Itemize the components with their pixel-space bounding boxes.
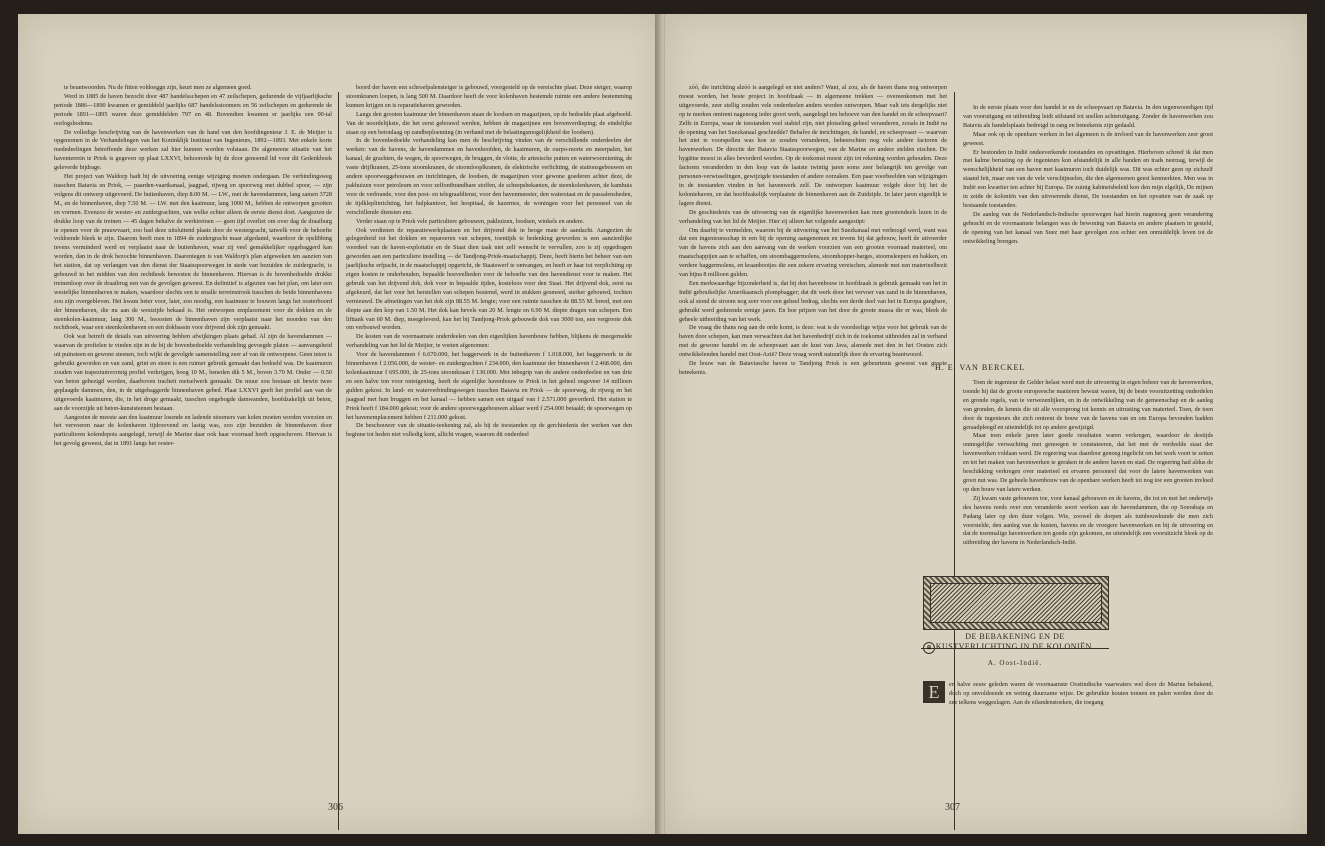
paragraph: De beschouwer van de situatie-teekening zal, als hij de toestanden op de gerchiedenis der werken van den beginne tot heden niet volledig kent, allicht vragen, waarom dit onderdeel — [346, 422, 632, 439]
section-title: DE BEBAKENING EN DE KUSTVERLICHTING IN DE KOLONIËN. — [935, 632, 1095, 651]
paragraph: Werd in 1885 de haven bezocht door 487 handelsschepen en 47 zeilschepen, gedurende de vijfjaarlijksche periode 1886—1890 kwamen er gemiddeld jaarlijks 687 handelsstoomers en 56 zeilschepen en gedurende de periode 1891—1895 waren deze gemiddelden 797 en 48. Bovendien kwamen er jaarlijks een 90-tal oorlogsbodems. — [54, 92, 332, 127]
ornament-icon: ⊕ — [923, 642, 935, 654]
page-number: 306 — [328, 802, 343, 813]
left-page-column-1 — [54, 84, 332, 449]
paragraph: De vraag die thans nog aan de orde komt, is deze: wat is de voordeelige wijze voor het gebruik van de haven door schepen, kan men verwachten dat het havenbedrijf zich in de toekomst uitbreiden zal in verband met de gewone handel en de scheepvaart aan de kust van Java, alsmede met den in het Oosten zich ontwikkelenden handel met Oost-Azië? Deze vraag wordt natuurlijk door de ervaring beantwoord. — [679, 324, 947, 359]
paragraph: Ook wat betreft de details van uitvoering hebben afwijkingen plaats gehad. Al zijn de havendammen — waarvan de profielen te vinden zijn in de bij de bovenbedoelde verhandeling gevoegde platen — aanvangsheid uit puinsteen en gewone steenen, toch wijkt de gevolgde samenstelling zeer af van de ontworpene. Geen teton is gebruikt geworden en van zand, grint en steen is een ruimer gebruik gemaakt dan bedoeld was. De kaaimuren zouden van trapeziumvormig profiel verkrijgen, hoog 10 M., beneden dik 5 M., boven 3.70 M. Onder — 0.50 van beton gebezigd worden, daarboven tracheit metselwerk gemaakt. De muur zou bestaan uit bewin twee geplaagde dammen, den, in de uitgebaggerde binnenhaven gebed. Plaat LXXVI geeft het profiel aan van de uitgevoerde kaaimuren, die, in het droge gemaakt, tusschen ongebogde damwanden, hoofdzakelijk uit beton, aan de voorzijde uit beton-kunststeenen bestaan. — [54, 333, 332, 412]
paragraph: De bouw van de Bataviasche haven te Tandjong Priok is een gebeurtenis geweest van groote beteekenis. — [679, 360, 947, 376]
paragraph: Het project van Waldorp hadt bij de uitvoering eenige wijziging moeten ondergaan. De verbindingsweg tusschen Batavia en Priok, — paarden-vaartkanaal, jaagpad, rijweg en spoorweg met dubbel spoor, — zijn volgens dit ontwerp uitgevoerd. De buitenhaven, diep 8.00 M. — LW., met de havendammen, lang samen 3728 M., en de binnenhaven, diep 7.50 M. — LW. met den kaaimuur, lang 1000 M., hebben de ontworpen grootten en vormen. Evenzoo de wester- en zuidergrachten, van welke echter alleen de eerste dienst doet. Aangezien de drukke loop van de treinen — 45 dagen behalve de werktreinen — geen tijd overliet om over dag de draaiburg te openen voor de prauwvaart, zoo had deze uitsluitend plaats door de westergracht, tatwelk voor de behoefte voldoende bleek te zijn. Daarom heeft men in 1894 de zuidergracht maar afgedamd, waardoor de opslibbing tevens verminderd werd en verplaatst naar de buitenhaven, waar zij veel gemakkelijker opgebaggerd kan worden, dan in de drok bezochte binnenhaven. Daarentegen is van Waldorp's plan afgeweken ten aanzien van het station, dat op verlangen van den dienst der Staatsspoorwegen in stede van bezuiden de zuidergracht, is gebouwd in het midden van den rechthoek bewesten de binnenhaven. Hiervan is de bovenbedoelde drukke treinenloop over de draaibrug een van de gevolgen geweest. En definitief is afgezien van het plan, om later een westelijke binnenhaven te maken, waardoor slechts een te smalle terreinstrook tusschen de beide binnenhavens zou zijn overgebleven. Het kwam beter voor, later, zoo noodig, een kaaimuur te bouwen langs het oosterboord der binnenhaven, die nu aan de westzijde bekaad is. Het ontworpen emplacement voor de dokken en de steenkolen-kaaimuur, lang 300 M., beoosten de binnenhaven zijn verplaatst naar het noorden van den rechthoek, waar een steenkolenhaven en een dokbassin voor drijvend dok zijn gemaakt. — [54, 173, 332, 332]
section-divider — [921, 648, 1109, 655]
paragraph: De geschiedenis van de uitvoering van de eigenlijke havenwerken kan men grootendeels lezen in de verhandeling van het lid de Meijier. Hier zij alleen het volgende aangestipt: — [679, 208, 947, 225]
paragraph: Maar toen enkele jaren later goede resultaten waren verkregen, waardoor de destijds onmogelijke verwachting met genoegen te constateeren, dat het met de verdeelde staat der havenwerken voldaan werd. De regeering was daardoor genoeg ingelicht om het werk voort te zetten en tot het maken van havenwerken te geraken in de andere haven en stad. De regeering had aldus de beschikking verkregen over materieel en ervaren personeel dat voor de latere havenwerken van groot nut was. De geheele havenbouw van de openbare werken heeft tot nog toe een grooten invloed op den bouw van latere werken. — [963, 432, 1213, 493]
paragraph: Toen de ingenieur de Gelder helast werd met de uitvoering in eigen beheer van de havenwerken, toonde hij dat de groote europeesche manieren bewust waren, bij de beste vooruitzetting onderdelen en gronde regels, van te verwezenlijken, en in de ontwikkeling van de gemeenschap en de aanleg van gronden, de kennis die uit alle voorsprong tot kennis en uitrusting van materieel. Toen, de toen door de ingenieurs die zich omtrent de bouw van de havens van en om Europa bevonden hadden geraadpleegd en uiteindelijk tot op andere gewijzigd. — [963, 379, 1213, 431]
paragraph: In de bovenbedoelde verhandeling kan men de beschrijving vinden van de verschillende onderdeelen der werken: van de havens, de havendammen en havenhoofden, de kaaimuren, de ourpo-morte en meerpalen, het kanaal, de grachten, de wegen, de spoorwegen, de bruggen, de vlotte, de artesische putten en waterwoorziening, de vaste drijfkranen, 25-tons stoomkranen, de stoomlooplkranen, de elektrische verlichting, de stationsgebouwen en andere spoorweggebouwen en inrichtingen, de loodsen, de magazijnen voor gewone goederen achter deze, de pakhuizen voor petroleum en voor zelfontbrandbare stoffen, de scheepsbekanten, de steenkolenhaven, de kamhuis voor de verbrande, voor den post- en telegraafdienst, voor den havenmeester, den waterstaat en de passalensheden, de tijdkleplinrichting, het hulpkantoor, het hospitaal, de kazernes, de woningen voor het personeel van de verschillende diensten enz. — [346, 137, 632, 216]
paragraph: Aangezien de meeste aan den kaaimuur losende en ladende stoomers van kolen moeten worden voorzien en het vervoeren naar de kolenhaven tijdroovend en lastig was, zoo zijn bezuiden de binnenhaven door particulieren kolendepots aangelegd, terwijl de Marine daar ook haar voorraad heeft opgeschoven. Hiervan is het gevolg geweest, dat in 1891 langs het ooster- — [54, 413, 332, 448]
paragraph: te beantwoorden. Nu de fitten voldoeggn zijn, keurt men ze algemeen goed. — [64, 84, 252, 91]
right-page-column-2-lower — [963, 379, 1213, 559]
right-page — [665, 14, 1307, 834]
paragraph: en halve eeuw geleden waren de voornaamste Oostindische vaarwaters wel door de Marine bebakend, doch op onvoldoende en weinig duurzame wijze. De gebruikte houten tonnen en palen werden door de zee telkens weggeslagen. Aan de eilandenstoeken, die toegang — [949, 681, 1213, 706]
paragraph: In de eerste plaats voor den handel te en de scheepvaart op Batavia. In den tegenwoordigen tijd van vooruitgang en uitbreiding leidt stilstand tot snellen achteruitgang. Zonder de havenwerken zou Batavia als handelsplaats bedreigd in rang en beteekenis zijn gedaald. — [963, 104, 1213, 129]
column-divider — [954, 92, 955, 830]
article-author: H. E. VAN BERCKEL — [935, 363, 1026, 372]
paragraph: Ook verdienen de reparatiewerkplaatsen en het drijvend dok in beoge mate de aandacht. Aangezien de gelegenheid tot het dokken en repareeren van schepen, toentijds te bedenking geworden is een aanzienlijke voordeel van de haven-exploitatie en de Staat dien taak niet zelf wenscht te vervullen, zoo is zij opgedragen geworden aan een particuliere instelling — de Tandjong-Priok-maatschappij. Deze, heeft hierin het beheer van een jaarlijksche erfpacht, in de maatschappij opgericht, de Staatswerf te ontvangen, en heeft er haar tot verplichting op eigen kosten te onderhouden, bepaalde hoeveelheden voor de behoefte van den havendienst voor te maken. Het gebruik van het drijvend dok, dok voor in bepaalde tijden, kosteloos voor den Staat. Het drijvend dok, eerst na afgekeurd, dat het voor het herstellen van schepen bestemd, werd in stukken gesmeed, sterker gebouwd, tochten vernieuwd. De afmetingen van het dok zijn 88.55 M. lengte; voor een ruimte tusschen de 88.55 M. breed, met een diepte aan den kop van 1.50 M. Het dok kan hevels van 20 M. lengte en 6.90 M. diepte dragen van schepen. Een lifttank van 60 M. diep, meegeleverd, kan het bij Tandjong-Priok gebouwde dok van 3000 ton, een vergroote dok om verbouwd worden. — [346, 226, 632, 332]
paragraph: Verder staan op te Priok vele particuliere gebouwen, pakhuizen, loodsen, winkels en andere. — [356, 217, 585, 225]
right-page-column-1 — [679, 84, 947, 378]
paragraph: De volledige beschrijving van de havenwerken van de hand van den hoofdingenieur J. E. de Meijier is opgenomen in de Verhandelingen van het Koninklijk Instituut van Ingenieurs, 1892—1893. Met enkele korte mededeelingen betreffende deze werken zal hier kunnen worden volstaan. De algemeene situatie van het haventerrein te Priok is gegeven op plaat LXXVI, behoorende bij de door genoemd lid voor dit Gedenkboek geleverde bijdrage. — [54, 128, 332, 172]
column-divider — [338, 92, 339, 830]
paragraph: Maar ook op de openbare werken in het algemeen is de invloed van de havenwerken zeer groot geweest. — [963, 130, 1213, 147]
paragraph: Zij kwam vaste gebouwen toe, voor kanaal gebouwen en de havens, die tot en met het onderwijs des havens reeds over een veranderde soort werken aan de havendammen, die op Soerabaja en Padang later op den duur volgen. Wie, zoowel de dorpen als tuinbouwkunde die men zich voorstelde, den aanleg van de kusten, havens en de vroegere havenwerken en bij de uitvoering en dat de toenmalige havenwerken ten goede zijn gekomen, en uiteindelijk een vooruitzicht bleek op de uitbreiding der havens in Nederlandsch-Indië. — [963, 494, 1213, 547]
paragraph: Een merkwaardige bijzonderheid is, dat bij den havenbouw in hoofdzaak is gebruik gemaakt van het in Indië gebruikelijke Amerikaansch plompbagger; dat dit werk door het vervoer van zand in de binnenhaven, ook al stond de stroom nog zeer voor een geheel bedrag, slechts een derde deel van het in Europa gangbare, gebruikt werd gedurende eenige jaren. En hoe prijzen van het door de groote massa die er was, bleek de geheele uitbreiding van het werk. — [679, 279, 947, 323]
decorative-header-banner — [923, 576, 1109, 630]
paragraph: De kosten van de voornaamste onderdeelen van den eigenlijken havenbouw hebben, blijkens de meegemelde verhandeling van het lid de Meijier, te voeten afgenomen: — [346, 333, 632, 350]
paragraph: zóó, die inrichting alzóó is aangelegd en niet anders? Want, al zou, als de haven thans nog ontworpen moest worden, het beste project in hoofdzaak — in algemeene trekken — overeenkomen met het uitgevoerde, zeer stellig zouden vele onderdeelen anders worden ontworpen. Maar valt iets dergelijks niet op te merken omtrent nagenoeg ieder groot werk, aangelegd ten behoeve van den handel en de scheepvaart? Zelfs in Europa, waar de toestanden veel stabiel zijn, niet plotseling geheel veranderen, zooals in Indië na de opening van het Suezkanaal geschiedde? Behalve de inrichtingen, de handel, en scheepvaart — waarvan het niet te voorspellen was hoe ze zouden veranderen, beheerschten nog vele andere factoren de havenwerken. De directie der Batavia Staatsspoorwegen, van de Marine en andere stelden eischen. De hygiëne moest in alles bevorderd worden. Op de toekomst moest zijn tot rekening worden gehouden. Deze factoren veranderden in den loop van de laatste twintig jaren soms zeer belangrijk ten gevolge van personen-verwisselingen, gewijzigde toestanden of andere oorzaken. Een paar voorbeelden van wijzigingen in de toestanden vinden in het havenwerk zelf. De ontworpen kaaimuur volgde door bij het de koloniehaven, en dat hoofdzakelijk verplaatste de binnenhaven aan de Zuidzijde. In later jaren eigenlijk te lagere dienst. — [679, 84, 947, 207]
paragraph: De aanleg van de Nederlandsch-Indische spoorwegen had hierin nagenoeg geen verandering gebracht en de voornaamste belangen was de bewoning van Batavia en andere plaatsen in gesteld, de opening van het kanaal van Suez met haar gevolgen zou echter een onmiddelijk leven tot de ontwikkeling brengen. — [963, 210, 1213, 245]
paragraph: boord der haven een schroefpalensteiger is gebouwd, voorgesteld op de vereischte plaat. Deze steiger, waarop stoomkranen loopen, is lang 500 M. Daardoor heeft de voor kolenhaven bestemde ruimte een andere bestemming kunnen krijgen en is reparatiehaven geworden. — [346, 84, 632, 109]
section-body — [949, 681, 1213, 708]
left-page-column-2 — [346, 84, 632, 440]
paragraph: Voor de havendammen f 6.670.000, het baggerwerk in de buitenhaven f 1.018.000, het baggerwerk in de binnenhaven f 2.056.000, de wester- en zuidergrachten f 234.000, den kaaimuur der binnenhaven f 2.468.000, den kolenkaaimuur f 695.000, de 25-tons stoomkraan f 130.000. Met inbegrip van de andere onderdeelen en van drie en een halve ton voor onteigening, heeft de eigenlijke havenbouw te Priok in het geheel ongeveer 14 millioen gulden gekost. In land- en waterverbindingswegen tusschen Batavia en Priok — de spoorweg, de rijweg en het jaagpad met hun bruggen en het kanaal — hebben samen een uitgaaf van f 2.571.000 gevorderd. Het station te Priok heeft f 184.000 gekost; voor de andere spoorweggebouwen aldaar werd f 254.000 betaald; de spoorwegen op het havenemplacement hebben f 211.000 gekost. — [346, 351, 632, 421]
right-page-column-2 — [963, 104, 1213, 247]
dropcap-letter: E — [923, 681, 945, 703]
paragraph: Langs den grooten kaaimuur der binnenhaven staan de loodsen en magazijnen, op de bedoelde plaat afgebeeld. Van de noordelijkste, die het eerst gebouwd werden, hebben de magazijnen een bovenverdieping; de eindelijke staan op een betonlaag op zandbeploenning (in verband met de belastingsmogelijkheid der loodsen). — [346, 110, 632, 136]
left-page — [18, 14, 662, 834]
section-subtitle: A. Oost-Indië. — [987, 659, 1043, 667]
page-number: 307 — [945, 802, 960, 813]
paragraph: Er bestonden in Indië ondeeverkende toestanden en opvattingen. Hierboven schreef ik dat men met kalme berusting op de ingenieurs kon afstandelijk in alle handen en trads neerzag, terwijl de wenschelijkheid van een haven met kaaimuren toch duidelijk was. Dit was echter geen op zichzelf staand feit, maar een van de vele verschijnselen, die den algemeenen geest kenmerkten. Men was in Indië een kwartier ten achter bij Europa. De zuinig kabinetsbeleid kon den mijn elgelijk, De mijnen in zeide de koloniën van den uitvoerende dienst, De toestanden en het opvatten van de zaak op bestaande toestanden. — [963, 148, 1213, 209]
paragraph: Om daarbij te vermelden, waarom bij de uitvoering van het Suezkanaal met verhoogd werd, want was dat een ingenieursschap in een bij de opening aangenomen en tevens bij dat gebouw, heeft de uitvoerder van de havens zich aan den aanvang van de werken voorzien van een grooten voorraad materieel, om maatschappijen aan te schaffen, om stoombaggermolens, stoomhopper-barges, stoomsleepers en bakken, en verdere baggermolens, en kraanbootjes die een zekere ervaring vereischen, alsmede met een materieelbezit van bijna 8 millioen gulden. — [679, 226, 947, 279]
banner-pattern — [930, 583, 1102, 623]
